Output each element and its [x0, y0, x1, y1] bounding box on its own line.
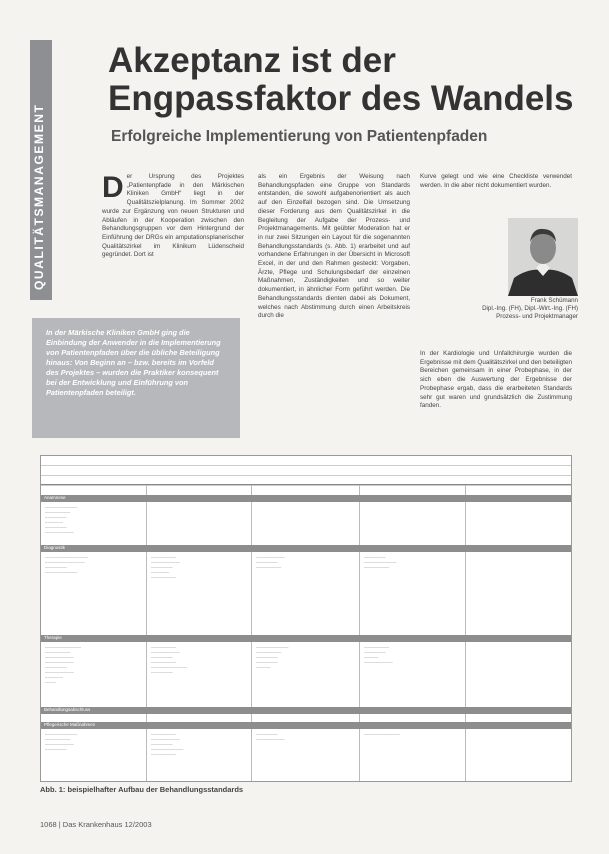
- table-section-header: Therapie: [41, 635, 571, 642]
- figure-caption: Abb. 1: beispielhafter Aufbau der Behandlungsstandards: [40, 785, 244, 794]
- drop-cap: D: [102, 173, 124, 204]
- body-column-3-top: Kurve gelegt und wie eine Checkliste verwendet werden. In die aber nicht dokumentiert wurden.: [420, 173, 572, 189]
- table-body: Anamnese ————————— ——————— —————— ————— —————— ———————— Diagnostik ———————————— ——————————— —————— ————————— ——————— ———————— —————— ————— ——————— ———————— —————— ——————— —————— ————————— ——————— Therapie —————————— ——————— ———————— ———————— —————— ———————— ————— ——— ——————— ———————— —————— ——————— —————————— —————— ————————— ——————— —————— —————— ———— ——————— —————— ———— ———————— Behandlungsabschluss Pflegerische Maßnahmen ————————— ——————— ———————— —————— ——————— ———————— —————— ————————— ——————— —————— ———————— ——————————: [41, 485, 571, 782]
- section-label: QUALITÄTSMANAGEMENT: [32, 103, 46, 290]
- author-photo: [508, 218, 578, 296]
- table-header: [41, 456, 571, 485]
- caption-title-2: Prozess- und Projektmanager: [496, 313, 578, 320]
- body-text-1: er Ursprung des Projektes „Patientenpfade in den Märkischen Kliniken GmbH“ liegt in der Qualitätszielplanung. Im Sommer 2002 wurde zur Ergänzung von neuen Strukturen und Abläufen in der Kooperation zwischen den Behandlungsgruppen vor dem Hintergrund der Einführung der DRGs ein amputationsplanerischer Qualitätszirkel im Klinikum Lüdenscheid gegründet. Dort ist: [102, 173, 244, 259]
- title-line-2: Engpassfaktor des Wandels: [108, 79, 574, 118]
- standards-table: [40, 455, 572, 782]
- body-column-2: als ein Ergebnis der Weisung nach Behandlungspfaden eine Gruppe von Standards entstanden, die sowohl aufgabenorientiert als auch auf den Einzelfall bezogen sind. Die Umsetzung dieser Forderung aus dem Qualitätszirkel in die Begleitung der Aufgabe der Prozess- und Projektmanagements. Mit geübter Moderation hat er in nur zwei Sitzungen ein Layout für die sogenannten Behandlungsstandards (s. Abb. 1) erarbeitet und auf vorhandene Erfahrungen in der Übersicht in Microsoft Excel, in der und den Rahmen gesteckt: Vorgaben, Ärzte, Pflege und Schulungsbedarf der einzelnen Maßnahmen, Zuständigkeiten und so weiter dokumentiert, in ähnlicher Form geführt werden. Die Behandlungsstandards dienten dabei als Dokument, welches nach Abstimmung durch einen Arbeitskreis durch die: [258, 173, 410, 320]
- table-section-header: Behandlungsabschluss: [41, 707, 571, 714]
- section-band: [30, 40, 52, 300]
- table-section-header: Pflegerische Maßnahmen: [41, 722, 571, 729]
- pull-quote: In der Märkische Kliniken GmbH ging die Einbindung der Anwender in die Implementierung von Patientenpfaden über die übliche Beteiligung hinaus: Von Beginn an – bzw. bereits im Vorfeld des Projektes – wurden die Praktiker konsequent bei der Entwicklung und Einführung von Patientenpfaden beteiligt.: [32, 318, 240, 438]
- page-footer: 1068 | Das Krankenhaus 12/2003: [40, 820, 152, 829]
- caption-name: Frank Schümann: [530, 297, 578, 304]
- photo-caption: [450, 297, 578, 321]
- body-column-1: [102, 173, 244, 305]
- article-subtitle: Erfolgreiche Implementierung von Patientenpfaden: [111, 128, 488, 145]
- table-section-header: Anamnese: [41, 495, 571, 502]
- title-line-1: Akzeptanz ist der: [108, 41, 396, 80]
- article-title: [108, 42, 574, 118]
- table-section-header: Diagnostik: [41, 545, 571, 552]
- caption-title-1: Dipl.-Ing. (FH), Dipl.-Wirt.-Ing. (FH): [482, 305, 578, 312]
- body-column-3-bottom: In der Kardiologie und Unfallchirurgie wurden die Ergebnisse mit dem Qualitätszirkel und den beteiligten Bereichen gemeinsam in einer Probephase, in der sich eben die Auswertung der Ergebnisse der Probephase ergab, dass die erarbeiteten Standards sehr gut waren und grundsätzlich die Zustimmung fanden.: [420, 350, 572, 410]
